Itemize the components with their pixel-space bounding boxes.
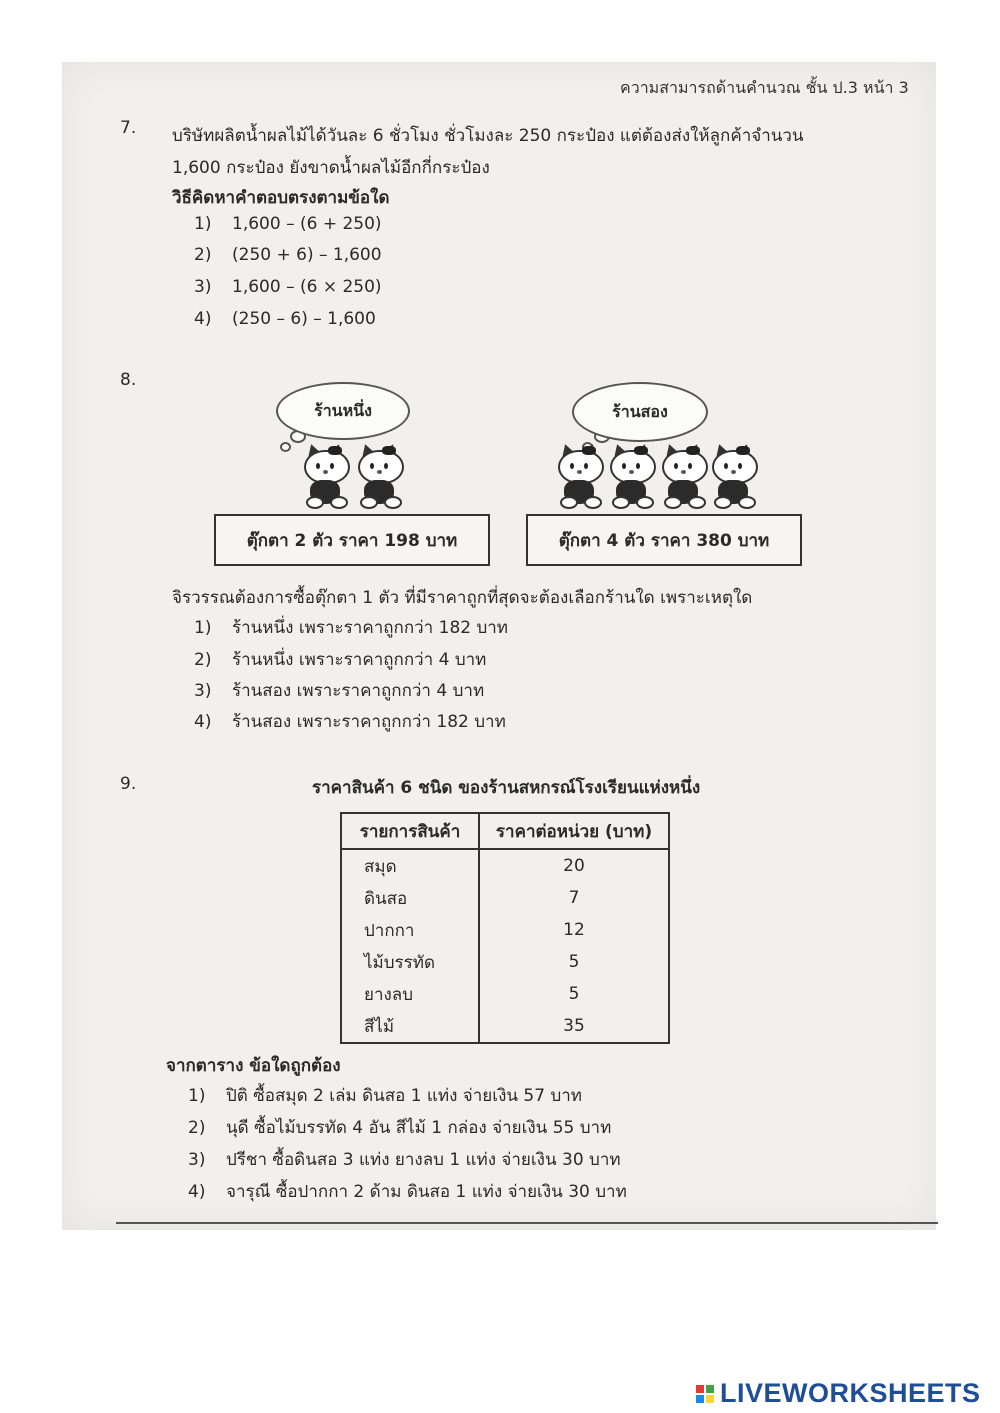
item-price: 7 bbox=[479, 882, 669, 914]
item-price: 20 bbox=[479, 849, 669, 882]
table-row bbox=[341, 914, 669, 946]
question-7-option-4[interactable]: 4) (250 – 6) – 1,600 bbox=[194, 309, 376, 329]
doll-icon bbox=[302, 444, 348, 506]
question-7-option-1[interactable]: 1) 1,600 – (6 + 250) bbox=[194, 214, 382, 234]
liveworksheets-logo[interactable] bbox=[696, 1378, 981, 1409]
question-7-option-2[interactable]: 2) (250 + 6) – 1,600 bbox=[194, 245, 382, 265]
cloud-puff bbox=[280, 442, 291, 452]
brand-name: LIVEWORKSHEETS bbox=[720, 1378, 981, 1408]
price-table bbox=[340, 812, 670, 1044]
doll-icon bbox=[608, 444, 654, 506]
question-8-option-4[interactable]: 4) ร้านสอง เพราะราคาถูกกว่า 182 บาท bbox=[194, 712, 506, 732]
question-7-option-3[interactable]: 3) 1,600 – (6 × 250) bbox=[194, 277, 382, 297]
table-row bbox=[341, 849, 669, 882]
question-9-option-2[interactable]: 2) นุดี ซื้อไม้บรรทัด 4 อัน สีไม้ 1 กล่อง จ่ายเงิน 55 บาท bbox=[188, 1118, 612, 1138]
item-name: ไม้บรรทัด bbox=[341, 946, 479, 978]
question-8-number: 8. bbox=[120, 370, 137, 390]
question-9-option-4[interactable]: 4) จารุณี ซื้อปากกา 2 ด้าม ดินสอ 1 แท่ง จ่ายเงิน 30 บาท bbox=[188, 1182, 627, 1202]
brand-grid-icon bbox=[696, 1385, 714, 1403]
page-header: ความสามารถด้านคำนวณ ชั้น ป.3 หน้า 3 bbox=[620, 78, 909, 97]
shop-1-name: ร้านหนึ่ง bbox=[314, 400, 372, 420]
item-price: 12 bbox=[479, 914, 669, 946]
question-9-prompt: จากตาราง ข้อใดถูกต้อง bbox=[166, 1056, 341, 1076]
item-name: สมุด bbox=[341, 849, 479, 882]
shop-1-cloud bbox=[276, 382, 410, 440]
item-name: ยางลบ bbox=[341, 978, 479, 1010]
question-7-line-2: 1,600 กระป๋อง ยังขาดน้ำผลไม้อีกกี่กระป๋อง bbox=[172, 158, 490, 178]
item-name: ปากกา bbox=[341, 914, 479, 946]
brand-square bbox=[696, 1395, 704, 1403]
shop-2-price-box bbox=[526, 514, 802, 566]
shop-2-name: ร้านสอง bbox=[612, 401, 668, 421]
item-price: 35 bbox=[479, 1010, 669, 1043]
shop-1-price-box bbox=[214, 514, 490, 566]
page-divider bbox=[116, 1222, 938, 1224]
question-9-number: 9. bbox=[120, 774, 137, 794]
question-9-title: ราคาสินค้า 6 ชนิด ของร้านสหกรณ์โรงเรียนแห่งหนึ่ง bbox=[312, 778, 701, 798]
doll-icon bbox=[660, 444, 706, 506]
table-row bbox=[341, 978, 669, 1010]
table-row bbox=[341, 882, 669, 914]
question-8-text: จิรวรรณต้องการซื้อตุ๊กตา 1 ตัว ที่มีราคาถูกที่สุดจะต้องเลือกร้านใด เพราะเหตุใด bbox=[172, 588, 753, 608]
brand-square bbox=[706, 1395, 714, 1403]
brand-square bbox=[706, 1385, 714, 1393]
question-7-line-1: บริษัทผลิตน้ำผลไม้ได้วันละ 6 ชั่วโมง ชั่วโมงละ 250 กระป๋อง แต่ต้องส่งให้ลูกค้าจำนวน bbox=[172, 126, 804, 146]
item-price: 5 bbox=[479, 978, 669, 1010]
question-7-prompt: วิธีคิดหาคำตอบตรงตามข้อใด bbox=[172, 188, 390, 208]
doll-icon bbox=[710, 444, 756, 506]
item-price: 5 bbox=[479, 946, 669, 978]
question-8-option-3[interactable]: 3) ร้านสอง เพราะราคาถูกกว่า 4 บาท bbox=[194, 681, 485, 701]
shop-2-price-label: ตุ๊กตา 4 ตัว ราคา 380 บาท bbox=[558, 530, 770, 551]
doll-icon bbox=[356, 444, 402, 506]
question-7-number: 7. bbox=[120, 118, 137, 138]
question-9-option-3[interactable]: 3) ปรีชา ซื้อดินสอ 3 แท่ง ยางลบ 1 แท่ง จ่ายเงิน 30 บาท bbox=[188, 1150, 621, 1170]
doll-icon bbox=[556, 444, 602, 506]
column-header-price: ราคาต่อหน่วย (บาท) bbox=[479, 813, 669, 849]
shop-1-price-label: ตุ๊กตา 2 ตัว ราคา 198 บาท bbox=[246, 530, 458, 551]
table-row bbox=[341, 946, 669, 978]
item-name: ดินสอ bbox=[341, 882, 479, 914]
column-header-item: รายการสินค้า bbox=[341, 813, 479, 849]
brand-square bbox=[696, 1385, 704, 1393]
table-header-row bbox=[341, 813, 669, 849]
item-name: สีไม้ bbox=[341, 1010, 479, 1043]
question-8-option-1[interactable]: 1) ร้านหนึ่ง เพราะราคาถูกกว่า 182 บาท bbox=[194, 618, 509, 638]
shop-2-cloud bbox=[572, 382, 708, 442]
question-9-option-1[interactable]: 1) ปิติ ซื้อสมุด 2 เล่ม ดินสอ 1 แท่ง จ่ายเงิน 57 บาท bbox=[188, 1086, 582, 1106]
question-8-option-2[interactable]: 2) ร้านหนึ่ง เพราะราคาถูกกว่า 4 บาท bbox=[194, 650, 487, 670]
table-row bbox=[341, 1010, 669, 1043]
